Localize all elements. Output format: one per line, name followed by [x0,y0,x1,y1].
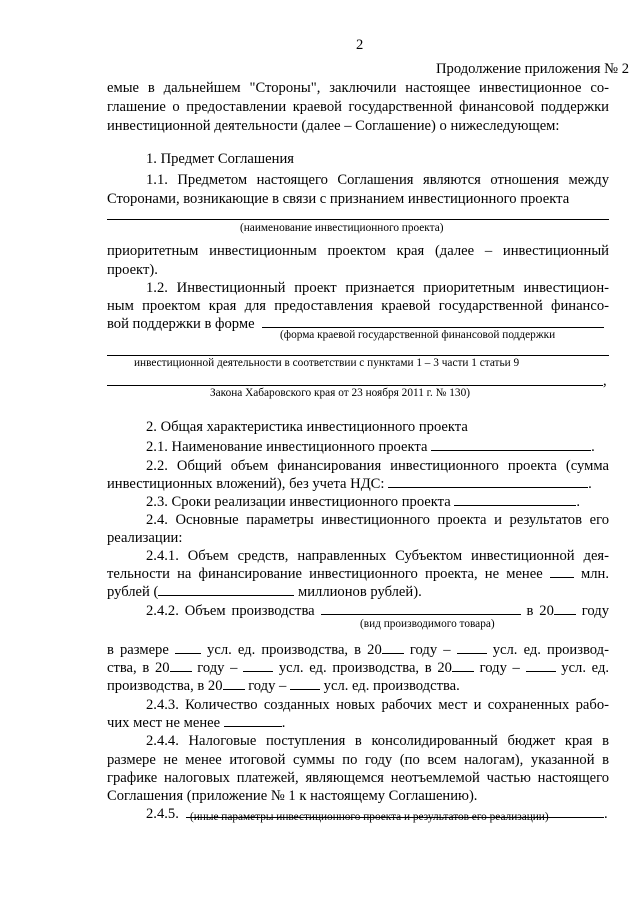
punctuation: , [603,373,607,389]
paragraph-line: 2.4.1. Объем средств, направленных Субъектом инвестиционной дея- [146,548,609,564]
paragraph-line: 2.4.4. Налоговые поступления в консолидированный бюджет края в [146,733,609,749]
field-caption: (иные параметры инвестиционного проекта и результатов его реализации) [190,811,549,823]
fill-in-line [107,385,603,386]
paragraph-line: 2.1. Наименование инвестиционного проекта . [146,439,595,455]
field-caption: (форма краевой государственной финансовой поддержки [280,329,556,341]
field-caption: (наименование инвестиционного проекта) [240,222,444,234]
punctuation: . [604,806,608,822]
paragraph-line: графике налоговых платежей, являющемся неотъемлемой частью настоящего [107,770,609,786]
paragraph-line: тельности на финансирование инвестиционного проекта, не менее млн. [107,566,609,582]
appendix-continuation: Продолжение приложения № 2 [436,61,629,77]
paragraph-line: реализации: [107,530,183,546]
paragraph-line: проект). [107,262,158,278]
paragraph-line: чих мест не менее . [107,715,286,731]
fill-in-line [107,355,609,356]
paragraph-line: приоритетным инвестиционным проектом края (далее – инвестиционный [107,243,609,259]
field-caption: инвестиционной деятельности в соответствии с пунктами 1 – 3 части 1 статьи 9 [134,357,520,369]
section-title: 1. Предмет Соглашения [146,151,294,167]
paragraph-line: рублей ( миллионов рублей). [107,584,422,600]
intro-line: емые в дальнейшем "Стороны", заключили настоящее инвестиционное со- [107,80,609,96]
paragraph-line: Соглашения (приложение № 1 к настоящему Соглашению). [107,788,478,804]
paragraph-line: 1.2. Инвестиционный проект признается приоритетным инвестицион- [146,280,609,296]
paragraph-line: 2.4.3. Количество созданных новых рабочих мест и сохраненных рабо- [146,697,609,713]
field-caption: Закона Хабаровского края от 23 ноября 2011 г. № 130) [210,387,470,399]
paragraph-line: в размере усл. ед. производства, в 20 году – усл. ед. производ- [107,642,609,658]
paragraph-line: Сторонами, возникающие в связи с признанием инвестиционного проекта [107,191,570,207]
fill-in-line [262,327,604,328]
paragraph-line: 2.3. Сроки реализации инвестиционного проекта . [146,494,581,510]
paragraph-line: 2.2. Общий объем финансирования инвестиционного проекта (сумма [146,458,609,474]
paragraph-line: ным проектом края для предоставления краевой государственной финансо- [107,298,609,314]
section-title: 2. Общая характеристика инвестиционного проекта [146,419,468,435]
page-number: 2 [356,37,364,53]
paragraph-line: 1.1. Предметом настоящего Соглашения являются отношения между [146,172,609,188]
intro-line: глашение о предоставлении краевой государственной финансовой поддержки [107,99,609,115]
paragraph-line: 2.4. Основные параметры инвестиционного проекта и результатов его [146,512,609,528]
field-caption: (вид производимого товара) [360,618,495,630]
paragraph-line: вой поддержки в форме [107,316,255,332]
paragraph-line: размере не менее итоговой суммы по году (по всем налогам), указанной в [107,752,609,768]
fill-in-line [107,219,609,220]
paragraph-line: 2.4.2. Объем производства в 20 году [146,603,610,619]
paragraph-line: ства, в 20 году – усл. ед. производства, в 20 году – усл. ед. [107,660,610,676]
paragraph-line: производства, в 20 году – усл. ед. производства. [107,678,460,694]
paragraph-line: 2.4.5. [146,806,179,822]
intro-line: инвестиционной деятельности (далее – Соглашение) о нижеследующем: [107,118,560,134]
paragraph-line: инвестиционных вложений), без учета НДС: . [107,476,592,492]
